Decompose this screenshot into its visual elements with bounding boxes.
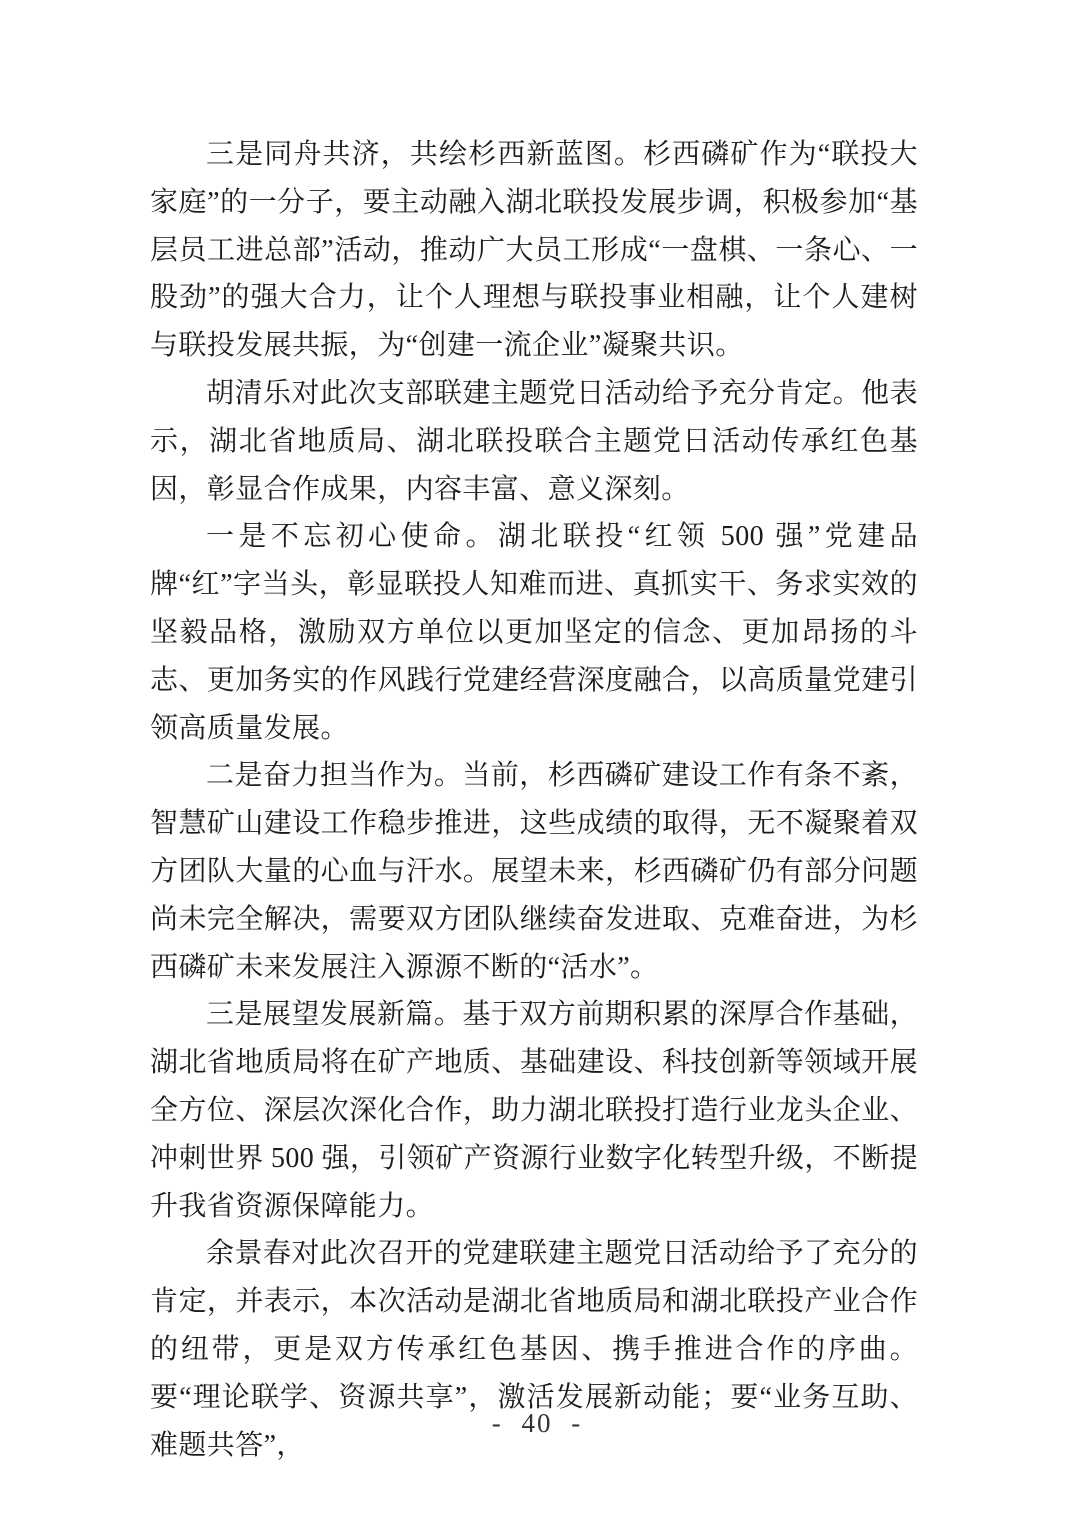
page-number: - 40 - [491,1408,583,1438]
paragraph-5: 三是展望发展新篇。基于双方前期积累的深厚合作基础，湖北省地质局将在矿产地质、基础建设、科技创新等领域开展全方位、深层次深化合作，助力湖北联投打造行业龙头企业、冲刺世界 500 强，引领矿产资源行业数字化转型升级，不断提升我省资源保障能力。 [150,999,919,1222]
paragraph-1: 三是同舟共济，共绘杉西新蓝图。杉西磷矿作为“联投大家庭”的一分子，要主动融入湖北联投发展步调，积极参加“基层员工进总部”活动，推动广大员工形成“一盘棋、一条心、一股劲”的强大合力，让个人理想与联投事业相融，让个人建树与联投发展共振，为“创建一流企业”凝聚共识。 [150,139,918,362]
paragraph-3: 一是不忘初心使命。湖北联投“红领 500 强”党建品牌“红”字当头，彰显联投人知难而进、真抓实干、务求实效的坚毅品格，激励双方单位以更加坚定的信念、更加昂扬的斗志、更加务实的作风践行党建经营深度融合，以高质量党建引领高质量发展。 [150,521,918,744]
paragraph-4: 二是奋力担当作为。当前，杉西磷矿建设工作有条不紊，智慧矿山建设工作稳步推进，这些成绩的取得，无不凝聚着双方团队大量的心血与汗水。展望未来，杉西磷矿仍有部分问题尚未完全解决，需要双方团队继续奋发进取、克难奋进，为杉西磷矿未来发展注入源源不断的“活水”。 [150,760,918,983]
page-footer [0,1408,1074,1439]
document-body [150,131,918,1469]
paragraph-2: 胡清乐对此次支部联建主题党日活动给予充分肯定。他表示，湖北省地质局、湖北联投联合主题党日活动传承红色基因，彰显合作成果，内容丰富、意义深刻。 [150,377,918,505]
paragraph-6: 余景春对此次召开的党建联建主题党日活动给予了充分的肯定，并表示，本次活动是湖北省地质局和湖北联投产业合作的纽带，更是双方传承红色基因、携手推进合作的序曲。要“理论联学、资源共享”，激活发展新动能；要“业务互助、难题共答”， [150,1238,918,1461]
